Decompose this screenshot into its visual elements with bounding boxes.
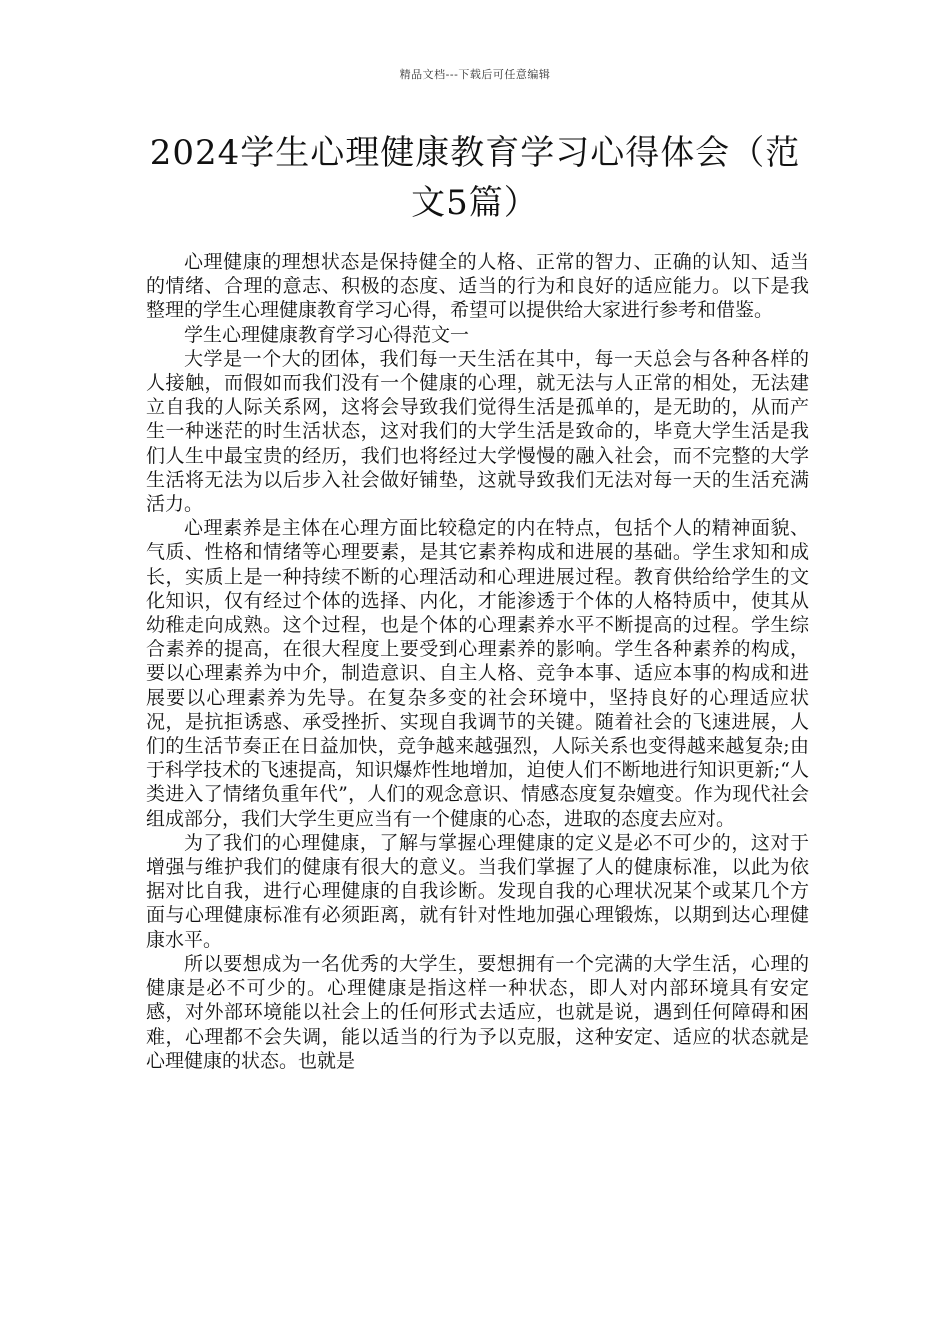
body-paragraph: 大学是一个大的团体，我们每一天生活在其中，每一天总会与各种各样的人接触，而假如而我们没有一个健康的心理，就无法与人正常的相处，无法建立自我的人际关系网，这将会导致我们觉得生活是孤单的，是无助的，从而产生一种迷茫的时生活状态，这对我们的大学生活是致命的，毕竟大学生活是我们人生中最宝贵的经历，我们也将经过大学慢慢的融入社会，而不完整的大学生活将无法为以后步入社会做好铺垫，这就导致我们无法对每一天的生活充满活力。 (146, 347, 809, 516)
intro-paragraph: 心理健康的理想状态是保持健全的人格、正常的智力、正确的认知、适当的情绪、合理的意志、积极的态度、适当的行为和良好的适应能力。以下是我整理的学生心理健康教育学习心得，希望可以提供给大家进行参考和借鉴。 (146, 251, 809, 322)
document-title: 2024学生心理健康教育学习心得体会（范文5篇） (149, 133, 801, 223)
body-paragraph: 为了我们的心理健康，了解与掌握心理健康的定义是必不可少的，这对于增强与维护我们的健康有很大的意义。当我们掌握了人的健康标准，以此为依据对比自我，进行心理健康的自我诊断。发现自我的心理状况某个或某几个方面与心理健康标准有必须距离，就有针对性地加强心理锻炼，以期到达心理健康水平。 (146, 831, 809, 951)
body-paragraph: 所以要想成为一名优秀的大学生，要想拥有一个完满的大学生活，心理的健康是必不可少的。心理健康是指这样一种状态，即人对内部环境具有安定感，对外部环境能以社会上的任何形式去适应，也就是说，遇到任何障碍和困难，心理都不会失调，能以适当的行为予以克服，这种安定、适应的状态就是心理健康的状态。也就是 (146, 952, 809, 1072)
document-body (146, 250, 809, 1073)
section-heading: 学生心理健康教育学习心得范文一 (184, 323, 470, 346)
body-paragraph: 心理素养是主体在心理方面比较稳定的内在特点，包括个人的精神面貌、气质、性格和情绪等心理要素，是其它素养构成和进展的基础。学生求知和成长，实质上是一种持续不断的心理活动和心理进展过程。教育供给给学生的文化知识，仅有经过个体的选择、内化，才能渗透于个体的人格特质中，使其从幼稚走向成熟。这个过程，也是个体的心理素养水平不断提高的过程。学生综合素养的提高，在很大程度上要受到心理素养的影响。学生各种素养的构成，要以心理素养为中介，制造意识、自主人格、竞争本事、适应本事的构成和进展要以心理素养为先导。在复杂多变的社会环境中，坚持良好的心理适应状况，是抗拒诱惑、承受挫折、实现自我调节的关键。随着社会的飞速进展，人们的生活节奏正在日益加快，竞争越来越强烈，人际关系也变得越来越复杂;由于科学技术的飞速提高，知识爆炸性地增加，迫使人们不断地进行知识更新;“人类进入了情绪负重年代”，人们的观念意识、情感态度复杂嬗变。作为现代社会组成部分，我们大学生更应当有一个健康的心态，进取的态度去应对。 (146, 517, 809, 830)
header-note: 精品文档---下载后可任意编辑 (399, 68, 551, 81)
